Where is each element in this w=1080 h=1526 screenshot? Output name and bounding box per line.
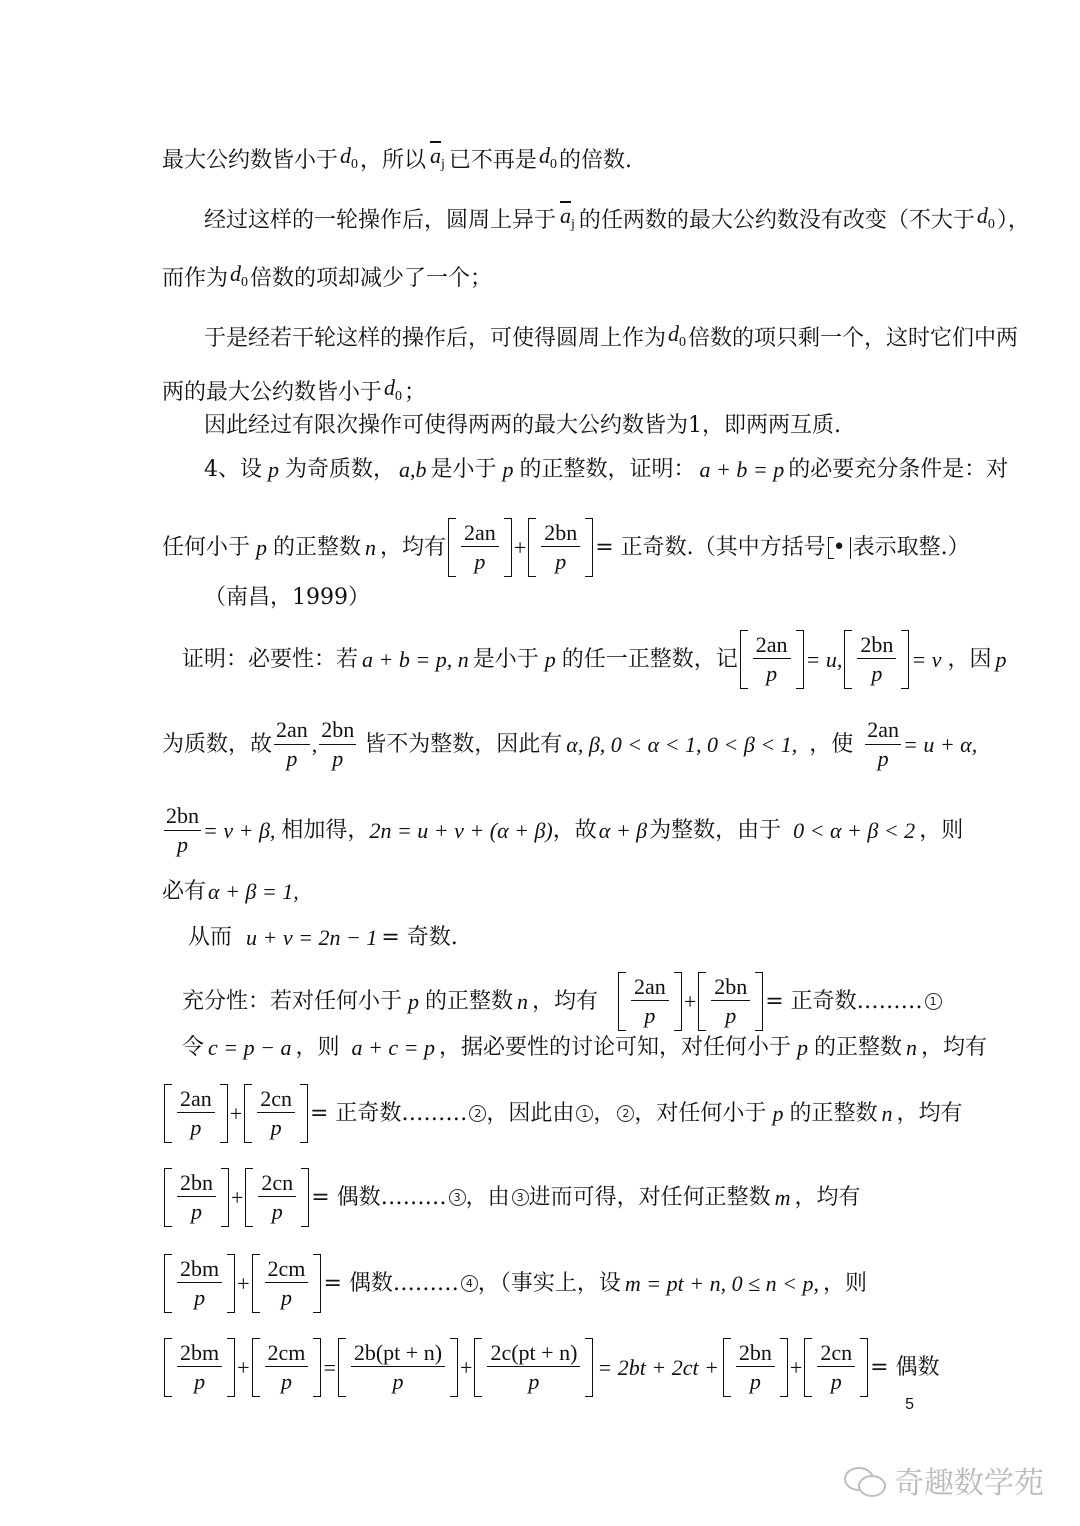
text-line: 因此经过有限次操作可使得两两的最大公约数皆为1，即两两互质. <box>204 413 841 438</box>
floor-fraction: $\frac{2bn}{p}$ <box>528 518 593 577</box>
fraction: $\frac{2bn}{p}$ <box>321 717 355 771</box>
floor-fraction: $\frac{2an}{p}$ <box>448 518 512 577</box>
proof-line: 令 c = p − a ，则 a + c = p ，据必要性的讨论可知，对任何小于 p 的正整数 n ，均有 <box>182 1035 988 1060</box>
circled-number: 3 <box>449 1189 466 1206</box>
floor-fraction: $\frac{2an}{p}$ <box>164 1084 228 1143</box>
proof-line: $\frac{2bn}{p}$ + $\frac{2cn}{p}$ = 偶数……… 3 ，由 3 进而可得，对任何正整数 m ，均有 <box>0 1168 1080 1227</box>
circled-number: 2 <box>617 1105 634 1122</box>
circled-number: 2 <box>469 1105 486 1122</box>
text-line: 两的最大公约数皆小于 $d_0$ ； <box>162 375 427 405</box>
floor-fraction: $\frac{2bm}{p}$ <box>164 1338 235 1397</box>
floor-fraction: $\frac{2cm}{p}$ <box>252 1338 322 1397</box>
floor-fraction: $\frac{2cm}{p}$ <box>252 1254 322 1313</box>
floor-fraction: $\frac{2cn}{p}$ <box>804 1338 868 1397</box>
floor-fraction: $\frac{2bn}{p}$ <box>844 630 909 689</box>
wechat-icon <box>844 1463 886 1497</box>
floor-fraction: $\frac{2c(pt + n)}{p}$ <box>474 1338 593 1397</box>
fraction: $\frac{2bn}{p}$ <box>166 803 199 857</box>
proof-line: 必有 α + β = 1, <box>162 879 299 904</box>
circled-number: 3 <box>512 1189 529 1206</box>
proof-line: $\frac{2bn}{p}$ = v + β, 相加得， 2n = u + v + (α + β) ，故 α + β 为整数，由于 0 < α + β < 2 ，则 <box>166 803 964 857</box>
floor-fraction: $\frac{2cn}{p}$ <box>245 1168 309 1227</box>
floor-fraction: $\frac{2bn}{p}$ <box>164 1168 229 1227</box>
floor-fraction: $\frac{2bn}{p}$ <box>723 1338 788 1397</box>
proof-line: 从而 u + v = 2n − 1 = 奇数. <box>188 925 458 950</box>
circled-number: 1 <box>576 1105 593 1122</box>
watermark <box>844 1458 1044 1502</box>
proof-line: 为质数，故 $\frac{2an}{p}$ , $\frac{2bn}{p}$ 皆不为整数，因此有 α, β, 0 < α < 1, 0 < β < 1, ，使 $\frac{2an}{p}$ = u + α, <box>162 717 978 771</box>
proof-line: $\frac{2an}{p}$ + $\frac{2cn}{p}$ = 正奇数……… 2 ，因此由 1 ， 2 ，对任何小于 p 的正整数 n ，均有 <box>0 1084 1080 1143</box>
source-note: （南昌，1999） <box>204 585 370 610</box>
text-line: 于是经若干轮这样的操作后，可使得圆周上作为 $d_0$ 倍数的项只剩一个，这时它们中两 <box>204 321 1019 351</box>
text-line: 而作为 $d_0$ 倍数的项却减少了一个； <box>162 261 493 291</box>
text-line: 经过这样的一轮操作后，圆周上异于 $\overline{a}_j$ 的任两数的最大公约数没有改变（不大于 $d_0$ ）， <box>204 203 1030 233</box>
floor-fraction: $\frac{2an}{p}$ <box>740 630 804 689</box>
watermark-text: 奇趣数学苑 <box>894 1466 1044 1501</box>
proof-line: 充分性：若对任何小于 p 的正整数 n ，均有 $\frac{2an}{p}$ + $\frac{2bn}{p}$ = 正奇数……… 1 <box>0 972 1080 1031</box>
page-number: 5 <box>905 1396 914 1413</box>
proof-line: $\frac{2bm}{p}$ + $\frac{2cm}{p}$ = 偶数……… 4 ，（事实上，设 m = pt + n, 0 ≤ n < p, ，则 <box>0 1254 1080 1313</box>
floor-fraction: $\frac{2bn}{p}$ <box>698 972 763 1031</box>
circled-number: 4 <box>461 1275 478 1292</box>
floor-fraction: $\frac{2b(pt + n)}{p}$ <box>338 1338 458 1397</box>
text-line: 任何小于 p 的正整数 n ，均有 $\frac{2an}{p}$ + $\frac{2bn}{p}$ = 正奇数.（其中方括号 • 表示取整.） <box>0 518 1080 577</box>
floor-fraction: $\frac{2cn}{p}$ <box>244 1084 308 1143</box>
floor-fraction: $\frac{2bm}{p}$ <box>164 1254 235 1313</box>
proof-line: $\frac{2bm}{p}$ + $\frac{2cm}{p}$ = $\frac{2b(pt + n)}{p}$ + $\frac{2c(pt + n)}{p}$ = 2bt + 2ct + $\frac{2bn}{p}$ + $\frac{2cn}{p}$ = 偶数 <box>0 1338 1080 1397</box>
circled-number: 1 <box>925 993 942 1010</box>
fraction: $\frac{2an}{p}$ <box>276 717 308 771</box>
floor-bracket-symbol: • <box>828 537 851 559</box>
floor-fraction: $\frac{2an}{p}$ <box>618 972 682 1031</box>
problem-statement: 4、设 p 为奇质数， a,b 是小于 p 的正整数，证明： a + b = p 的必要充分条件是：对 <box>204 457 1009 482</box>
fraction: $\frac{2an}{p}$ <box>867 717 899 771</box>
text-line: 最大公约数皆小于 $d_0$ ，所以 $\overline{a}_j$ 已不再是 $d_0$ 的倍数. <box>162 143 632 173</box>
proof-line: 证明：必要性：若 a + b = p, n 是小于 p 的任一正整数，记 $\frac{2an}{p}$ = u, $\frac{2bn}{p}$ = v ，因 p <box>0 630 1080 689</box>
